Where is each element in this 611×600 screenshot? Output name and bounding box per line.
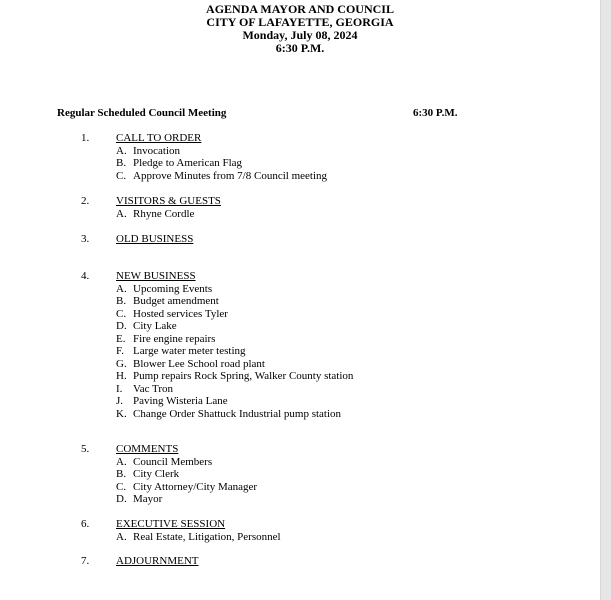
section-number: 5.	[81, 443, 90, 455]
section-title: OLD BUSINESS	[116, 233, 194, 245]
section-number: 1.	[81, 132, 90, 144]
item-text: City Lake	[133, 320, 177, 332]
item-letter: A.	[116, 207, 127, 220]
section-title: VISITORS & GUESTS	[116, 195, 221, 207]
item-text: City Attorney/City Manager	[133, 480, 258, 493]
item-letter: D.	[116, 320, 127, 332]
header-time: 6:30 P.M.	[275, 41, 325, 55]
section-title: COMMENTS	[116, 443, 179, 455]
item-text: Vac Tron	[133, 382, 174, 395]
item-letter: B.	[116, 157, 127, 169]
item-letter: A.	[116, 144, 127, 157]
agenda-header	[0, 3, 600, 55]
item-text: Fire engine repairs	[133, 332, 216, 345]
item-letter: H.	[116, 370, 127, 382]
item-text: Approve Minutes from 7/8 Council meeting	[133, 169, 327, 182]
item-text: Blower Lee School road plant	[133, 357, 265, 370]
item-letter: C.	[116, 480, 127, 493]
item-letter: A.	[116, 530, 127, 543]
item-text: City Clerk	[133, 468, 180, 480]
item-letter: C.	[116, 169, 127, 182]
item-text: Pump repairs Rock Spring, Walker County station	[133, 370, 354, 382]
section-number: 3.	[81, 233, 90, 245]
section-title: ADJOURNMENT	[116, 555, 199, 567]
item-letter: A.	[116, 455, 127, 468]
item-text: Mayor	[133, 493, 163, 505]
item-letter: B.	[116, 295, 127, 307]
item-text: Hosted services Tyler	[133, 307, 228, 320]
section-title: NEW BUSINESS	[116, 270, 196, 282]
item-text: Real Estate, Litigation, Personnel	[133, 530, 281, 543]
item-letter: F.	[116, 345, 124, 357]
item-text: Upcoming Events	[133, 282, 213, 295]
item-letter: E.	[116, 332, 126, 345]
item-text: Budget amendment	[133, 295, 219, 307]
item-text: Change Order Shattuck Industrial pump station	[133, 407, 342, 420]
item-letter: C.	[116, 307, 127, 320]
section-title: EXECUTIVE SESSION	[116, 518, 226, 530]
section-number: 4.	[81, 270, 90, 282]
meeting-label: Regular Scheduled Council Meeting	[57, 107, 227, 119]
header-city: CITY OF LAFAYETTE, GEORGIA	[206, 15, 394, 29]
section-number: 2.	[81, 195, 90, 207]
section-number: 7.	[81, 555, 90, 567]
item-letter: D.	[116, 493, 127, 505]
section-number: 6.	[81, 518, 90, 530]
item-letter: B.	[116, 468, 127, 480]
item-letter: J.	[116, 395, 124, 407]
item-text: Rhyne Cordle	[133, 207, 195, 220]
item-text: Invocation	[133, 144, 181, 157]
item-letter: A.	[116, 282, 127, 295]
item-letter: I.	[116, 382, 123, 395]
header-date: Monday, July 08, 2024	[242, 28, 358, 42]
item-letter: K.	[116, 407, 127, 420]
meeting-time: 6:30 P.M.	[413, 107, 458, 119]
item-text: Paving Wisteria Lane	[133, 395, 228, 407]
item-text: Council Members	[133, 455, 213, 468]
item-text: Pledge to American Flag	[133, 157, 243, 169]
item-letter: G.	[116, 357, 127, 370]
header-title: AGENDA MAYOR AND COUNCIL	[206, 2, 394, 16]
section-title: CALL TO ORDER	[116, 132, 202, 144]
vertical-scrollbar[interactable]	[600, 0, 611, 600]
item-text: Large water meter testing	[133, 345, 246, 357]
